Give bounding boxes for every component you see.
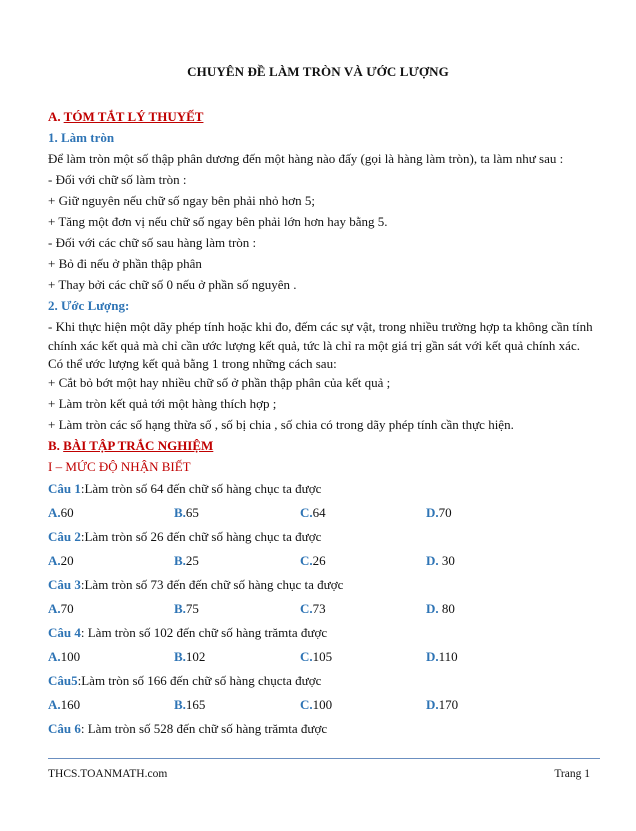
question-text: :Làm tròn số 166 đến chữ số hàng chụcta được [77,673,322,688]
theory-line: + Tăng một đơn vị nếu chữ số ngay bên phải lớn hơn hay bằng 5. [48,214,388,229]
option-a: A.160 [48,697,81,712]
theory-line: Để làm tròn một số thập phân dương đến một hàng nào đấy (gọi là hàng làm tròn), ta làm như sau : [48,151,564,166]
question-label: Câu 4 [48,625,81,640]
option-d: D.70 [426,505,452,520]
estimation-line: + Làm tròn các số hạng thừa số , số bị chia , số chia có trong dãy phép tính cần thực hiện. [48,417,514,432]
option-b: B.75 [174,601,199,616]
subheading-estimation: 2. Ước Lượng: [48,298,130,313]
option-c: C.73 [300,601,326,616]
option-a: A.100 [48,649,81,664]
footer-divider [48,758,600,759]
theory-line: + Bỏ đi nếu ở phần thập phân [48,256,202,271]
option-a: A.20 [48,553,74,568]
option-d: D. 30 [426,553,455,568]
option-b: B.25 [174,553,199,568]
section-a-heading [48,109,203,125]
option-b: B.165 [174,697,206,712]
question-text: :Làm tròn số 73 đến đến chữ số hàng chục ta được [80,577,344,592]
question-text: :Làm tròn số 26 đến chữ số hàng chục ta được [80,529,322,544]
estimation-line: + Làm tròn kết quả tới một hàng thích hợp ; [48,396,277,411]
subheading-rounding: 1. Làm tròn [48,130,115,145]
option-d: D.110 [426,649,458,664]
question-text: : Làm tròn số 102 đến chữ số hàng trămta được [80,625,328,640]
option-d: D.170 [426,697,459,712]
estimation-paragraph: - Khi thực hiện một dãy phép tính hoặc khi đo, đếm các sự vật, trong nhiều trường hợp ta không cần tính chính xác kết quả mà chỉ cần ước lượng kết quả, tức là chỉ ra một giá trị gần sát với kết quả chính xác. Có thể ước lượng kết quả bằng 1 trong những cách sau: [48,319,593,371]
section-b-prefix: B. [48,438,64,453]
question-label: Câu5 [48,673,78,688]
document-title: CHUYÊN ĐỀ LÀM TRÒN VÀ ƯỚC LƯỢNG [187,64,449,79]
footer-site: THCS.TOANMATH.com [48,768,168,780]
question-5 [48,673,321,689]
theory-line: + Thay bởi các chữ số 0 nếu ở phần số nguyên . [48,277,297,292]
question-4 [48,625,327,641]
question-6 [48,721,327,737]
question-text: :Làm tròn số 64 đến chữ số hàng chục ta được [80,481,322,496]
option-c: C.100 [300,697,333,712]
option-b: B.102 [174,649,206,664]
option-d: D. 80 [426,601,455,616]
option-a: A.70 [48,601,74,616]
question-3 [48,577,343,593]
question-label: Câu 6 [48,721,81,736]
question-text: : Làm tròn số 528 đến chữ số hàng trămta được [80,721,328,736]
question-1 [48,481,321,497]
theory-line: - Đối với các chữ số sau hàng làm tròn : [48,235,257,250]
section-a-title: TÓM TẮT LÝ THUYẾT [63,109,204,124]
section-b-heading [48,438,213,454]
question-2 [48,529,321,545]
level-heading: I – MỨC ĐỘ NHẬN BIẾT [48,459,191,474]
theory-line: - Đối với chữ số làm tròn : [48,172,187,187]
section-a-prefix: A. [48,109,64,124]
option-c: C.105 [300,649,333,664]
estimation-line: + Cắt bỏ bớt một hay nhiều chữ số ở phần thập phân của kết quả ; [48,375,391,390]
section-b-title: BÀI TẬP TRẮC NGHIỆM [63,438,214,453]
question-label: Câu 2 [48,529,81,544]
question-label: Câu 1 [48,481,81,496]
theory-line: + Giữ nguyên nếu chữ số ngay bên phải nhỏ hơn 5; [48,193,315,208]
footer-page-number: Trang 1 [554,768,590,780]
option-b: B.65 [174,505,199,520]
question-label: Câu 3 [48,577,81,592]
option-c: C.26 [300,553,326,568]
option-c: C.64 [300,505,326,520]
option-a: A.60 [48,505,74,520]
